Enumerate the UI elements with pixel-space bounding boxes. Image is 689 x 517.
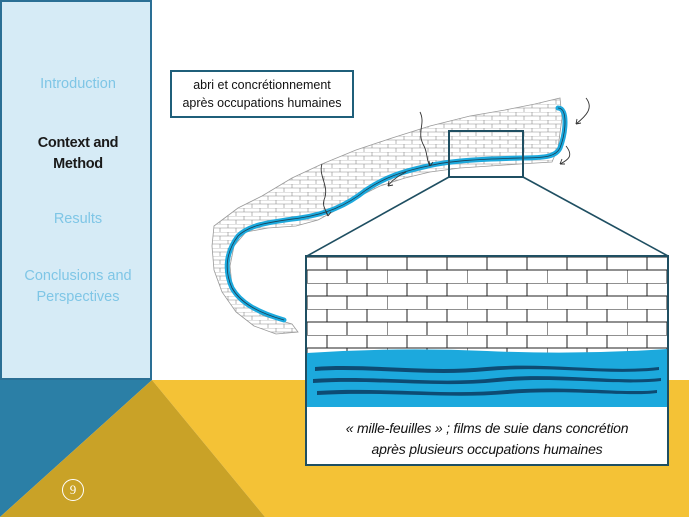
zoom-detail-panel [305, 255, 669, 466]
nav-item-label-line-1: Context and [37, 135, 119, 151]
nav-item-label: Introduction [40, 76, 116, 92]
callout-line-2: après occupations humaines [182, 96, 342, 110]
shelter-callout-label [170, 70, 354, 118]
caption-line-2: après plusieurs occupations humaines [371, 441, 603, 457]
zoom-caption [307, 418, 667, 460]
nav-item-label-line-2: Method [53, 156, 103, 172]
callout-line-1: abri et concrétionnement [193, 78, 331, 92]
nav-item-label-line-1: Conclusions and [24, 268, 132, 284]
nav-item-label: Results [53, 211, 103, 227]
page-number: 9 [62, 479, 84, 501]
layered-concretion-illustration [307, 257, 667, 417]
water-arrow [576, 98, 589, 124]
nav-item-label-line-2: Perspectives [36, 289, 120, 305]
caption-line-1: « mille-feuilles » ; films de suie dans concrétion [345, 420, 629, 436]
